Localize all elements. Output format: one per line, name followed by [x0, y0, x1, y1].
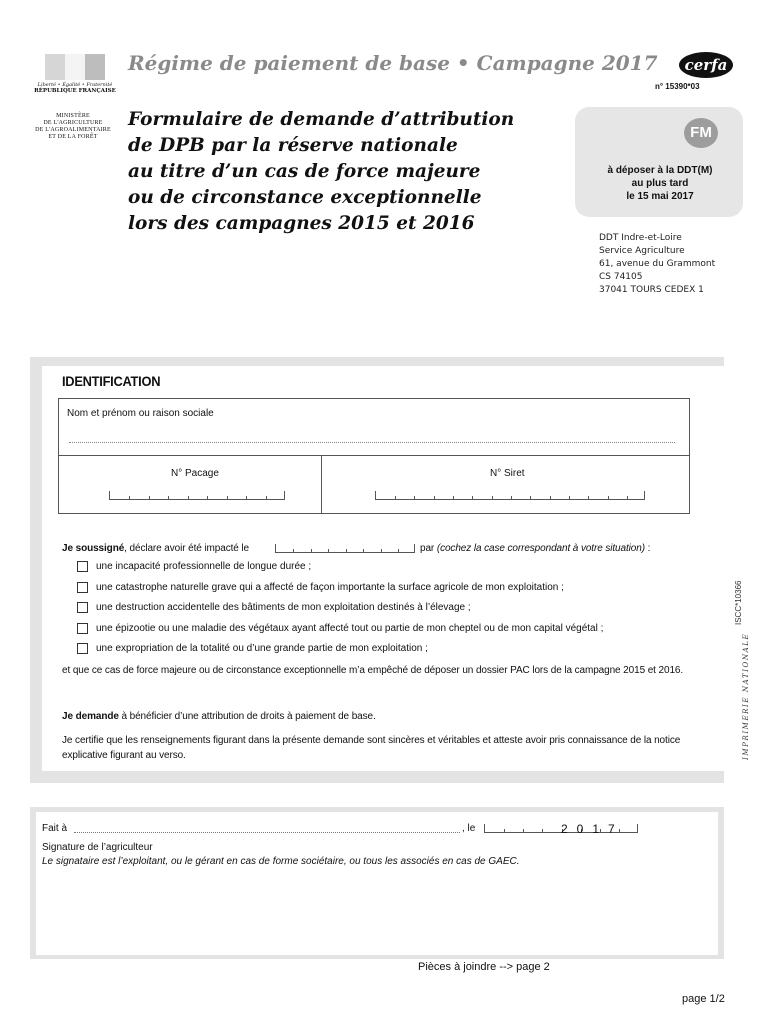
option-expropriation[interactable]: [77, 643, 428, 654]
consequence-text: et que ce cas de force majeure ou de circonstance exceptionnelle m’a empêché de déposer un dossier PAC lors de la campagne 2015 et 2016.: [62, 665, 684, 676]
request-body: à bénéficier d’une attribution de droits à paiement de base.: [118, 711, 376, 722]
marianne-logo: [34, 54, 116, 102]
option-label: une épizootie ou une maladie des végétaux ayant affecté tout ou partie de mon cheptel ou de mon capital végétal ;: [96, 623, 604, 634]
checkbox[interactable]: [77, 602, 88, 613]
event-date-input[interactable]: [275, 544, 415, 553]
address-line: CS 74105: [599, 272, 643, 282]
cerfa-number: n° 15390*03: [655, 82, 700, 91]
tricolour-flag-icon: [45, 54, 105, 80]
checkbox[interactable]: [77, 582, 88, 593]
deposit-deadline: [578, 164, 742, 203]
logo-motto: Liberté • Égalité • Fraternité: [37, 82, 113, 88]
signature-year: 2017: [561, 822, 624, 836]
address-line: Service Agriculture: [599, 246, 685, 256]
cerfa-logo: cerfa: [679, 52, 733, 78]
form-title-line: Formulaire de demande d’attribution: [128, 109, 515, 130]
declaration-par: par: [420, 543, 435, 554]
ministry-line: ET DE LA FORÊT: [48, 134, 98, 140]
form-title-line: de DPB par la réserve nationale: [128, 135, 458, 156]
option-natural-disaster[interactable]: [77, 582, 564, 593]
fait-label: Fait à: [42, 823, 68, 834]
ministry-line: DE L'AGROALIMENTAIRE: [35, 127, 111, 133]
page-number: page 1/2: [682, 993, 725, 1005]
logo-republic: RÉPUBLIQUE FRANÇAISE: [34, 88, 116, 94]
declaration-hint: [420, 541, 650, 556]
checkbox[interactable]: [77, 623, 88, 634]
declaration-intro-text: , déclare avoir été impacté le: [124, 543, 250, 554]
address-line: 37041 TOURS CEDEX 1: [599, 285, 704, 295]
printer-mark: IMPRIMERIE NATIONALE: [742, 632, 750, 760]
fait-input[interactable]: [74, 832, 460, 833]
pacage-label: N° Pacage: [171, 468, 219, 479]
request-bold: Je demande: [62, 711, 119, 722]
signature-label: Signature de l’agriculteur: [42, 842, 153, 853]
attachments-note: Pièces à joindre --> page 2: [418, 961, 550, 973]
certify-text: Je certifie que les renseignements figurant dans la présente demande sont sincères et véritables et atteste avoir pris connaissance de la notice explicative figurant au verso.: [62, 735, 681, 761]
ministry-name: [30, 113, 116, 141]
form-code: ISCC*10366: [734, 580, 743, 625]
ministry-line: MINISTÈRE: [56, 113, 90, 119]
fm-badge: FM: [684, 118, 718, 148]
name-label: Nom et prénom ou raison sociale: [67, 408, 214, 419]
declaration-hint-text: (cochez la case correspondant à votre situation): [436, 543, 645, 554]
declaration-intro: [62, 541, 249, 556]
checkbox[interactable]: [77, 561, 88, 572]
form-title: [128, 107, 548, 237]
option-building-destruction[interactable]: [77, 602, 471, 613]
option-label: une expropriation de la totalité ou d’une grande partie de mon exploitation ;: [96, 643, 428, 654]
siret-label: N° Siret: [490, 468, 525, 479]
checkbox[interactable]: [77, 643, 88, 654]
campaign-title: Régime de paiement de base • Campagne 2017: [128, 51, 658, 75]
date-label: , le: [462, 823, 476, 834]
address-line: DDT Indre-et-Loire: [599, 233, 682, 243]
request-text: [62, 709, 376, 724]
form-title-line: lors des campagnes 2015 et 2016: [128, 213, 475, 234]
deposit-line: à déposer à la DDT(M): [607, 165, 713, 176]
declaration-colon: :: [644, 543, 651, 554]
name-input[interactable]: [69, 442, 675, 443]
ministry-line: DE L'AGRICULTURE: [43, 120, 103, 126]
signature-note: Le signataire est l’exploitant, ou le gérant en cas de forme sociétaire, ou tous les associés en cas de GAEC.: [42, 856, 520, 867]
siret-input[interactable]: [375, 491, 645, 500]
identification-table: [58, 398, 690, 514]
option-label: une destruction accidentelle des bâtiments de mon exploitation destinés à l’élevage ;: [96, 602, 471, 613]
deposit-line: le 15 mai 2017: [626, 191, 694, 202]
form-title-line: au titre d’un cas de force majeure: [128, 161, 481, 182]
option-incapacity[interactable]: [77, 561, 311, 572]
form-title-line: ou de circonstance exceptionnelle: [128, 187, 482, 208]
ddt-address: [599, 232, 715, 297]
section-title-identification: IDENTIFICATION: [62, 373, 161, 389]
declaration-intro-bold: Je soussigné: [62, 543, 125, 554]
address-line: 61, avenue du Grammont: [599, 259, 716, 269]
deposit-line: au plus tard: [631, 178, 689, 189]
option-label: une catastrophe naturelle grave qui a affecté de façon importante la surface agricole de mon exploitation ;: [96, 582, 564, 593]
option-epizootic[interactable]: [77, 623, 603, 634]
pacage-input[interactable]: [109, 491, 285, 500]
option-label: une incapacité professionnelle de longue durée ;: [96, 561, 312, 572]
